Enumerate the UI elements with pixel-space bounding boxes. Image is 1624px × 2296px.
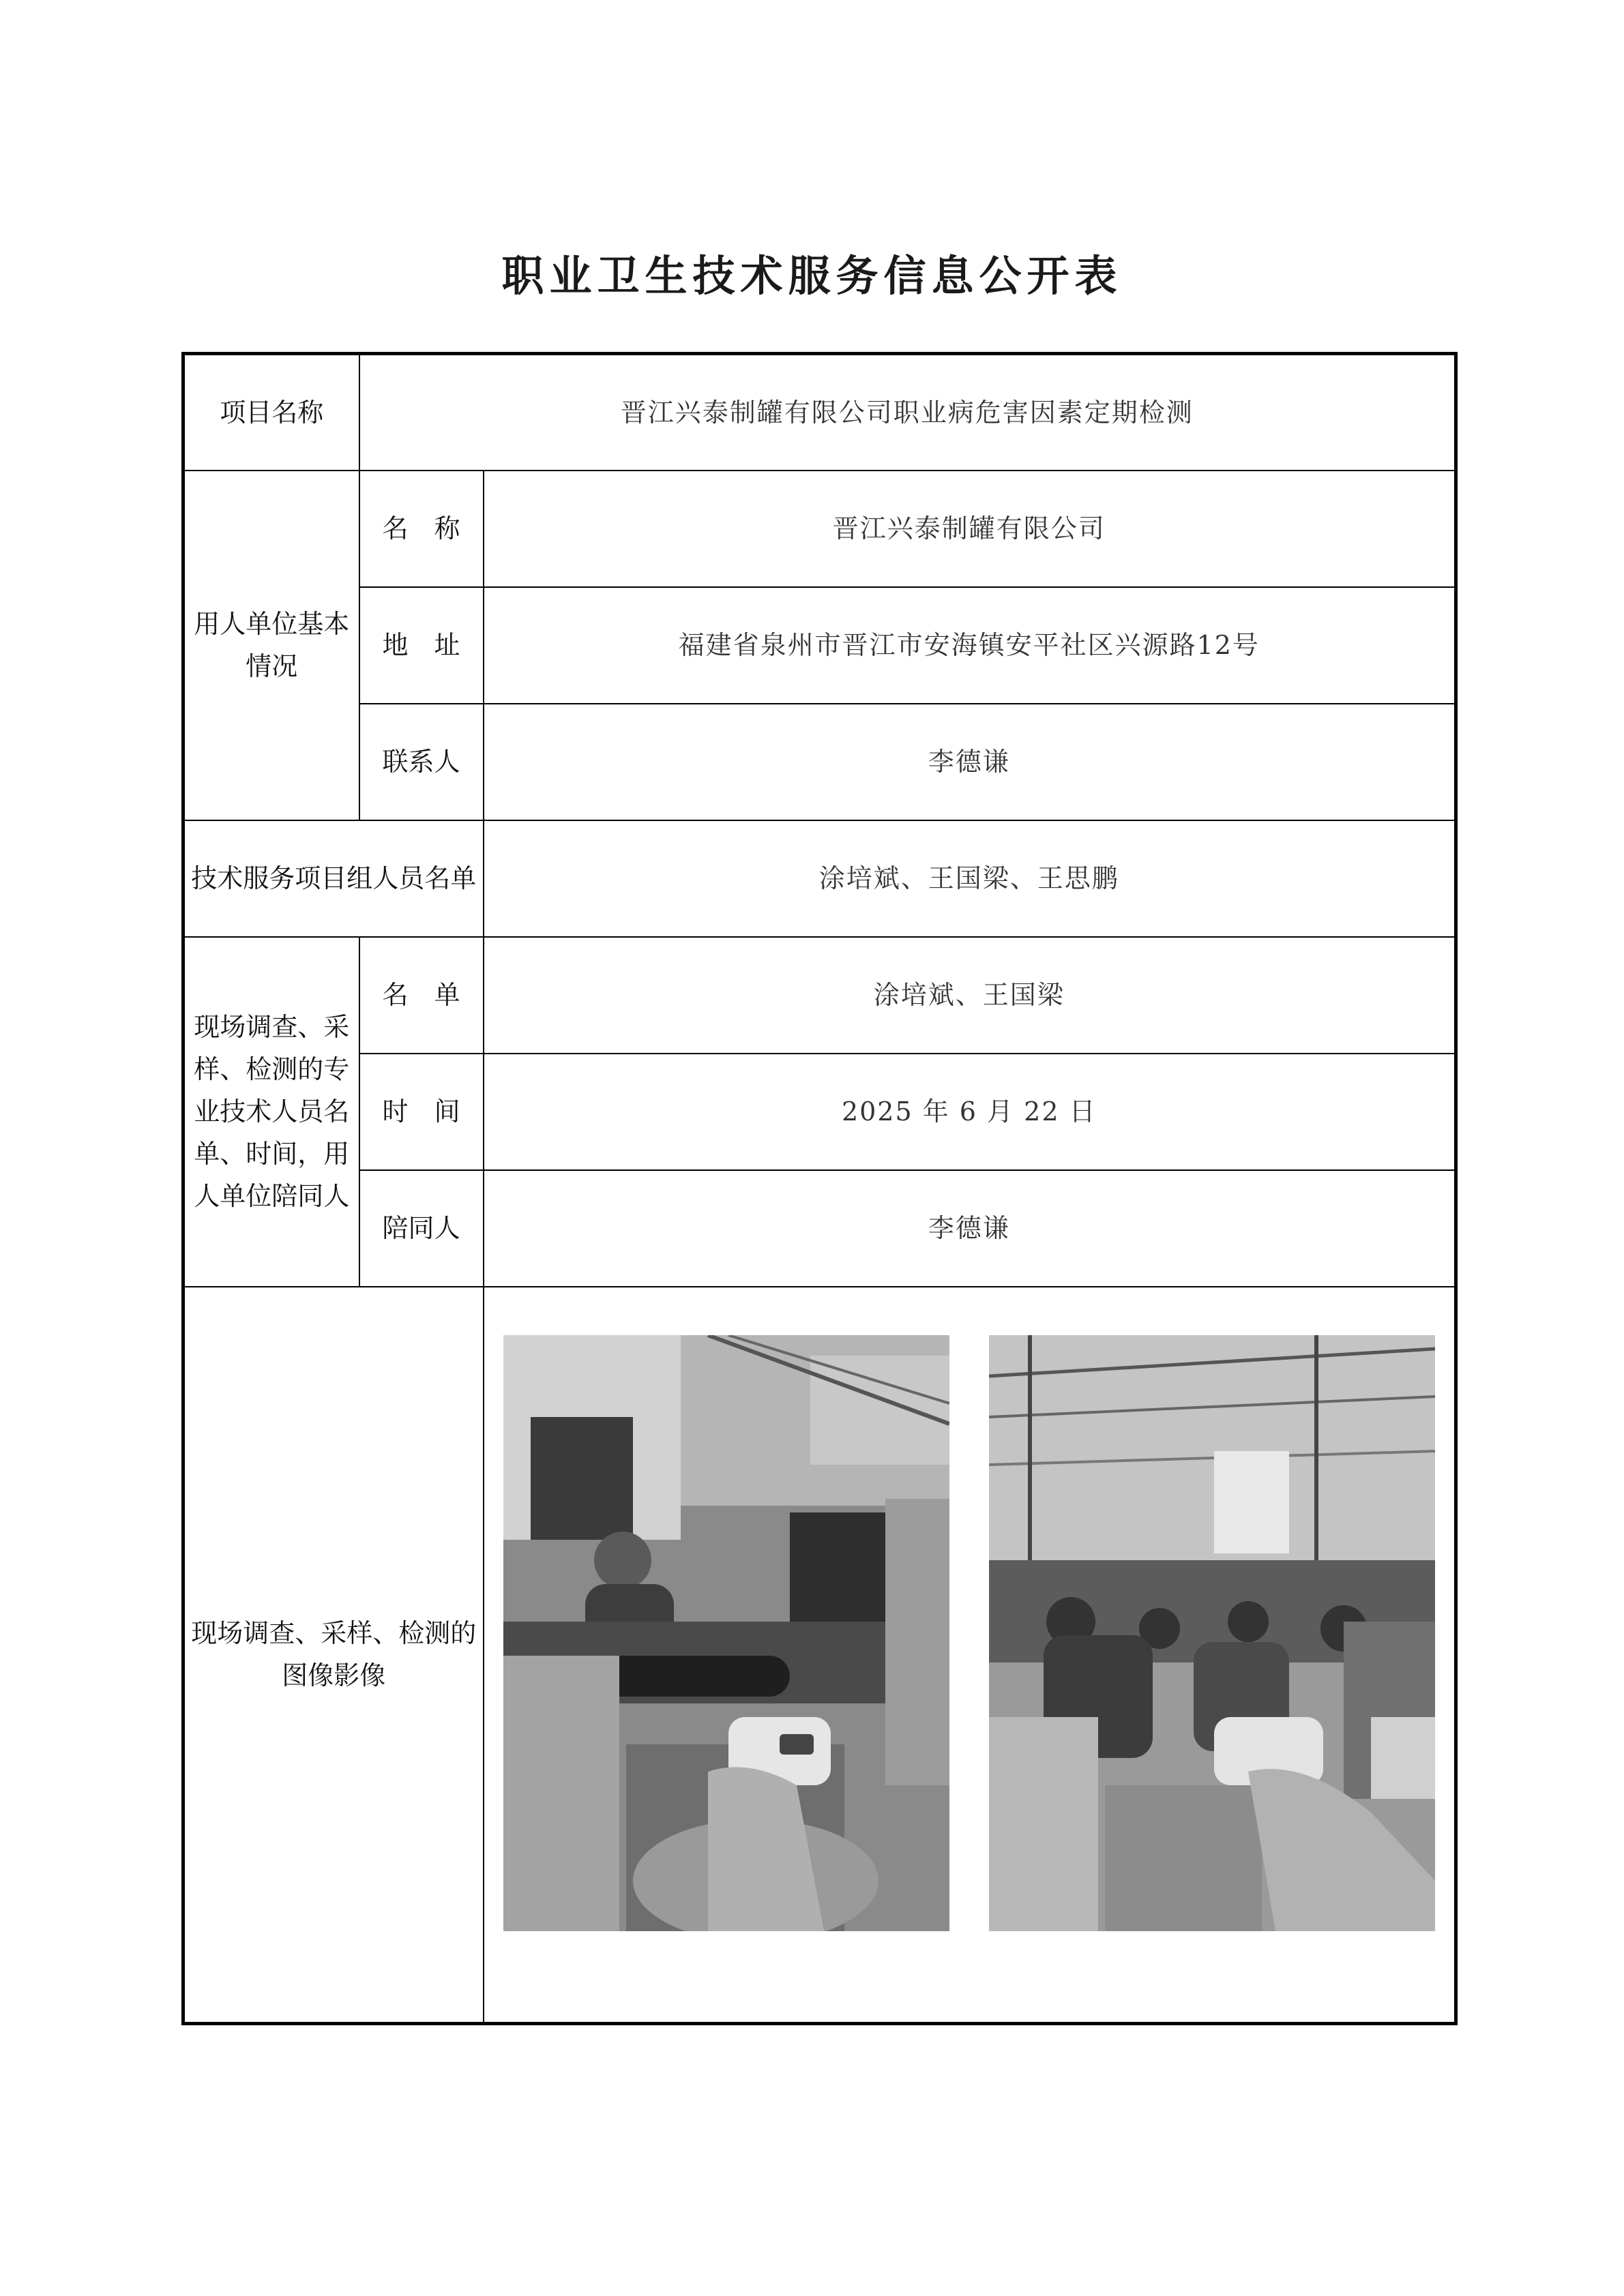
row-employer-address bbox=[183, 587, 1456, 704]
row-images bbox=[183, 1287, 1456, 2024]
site-photo-1 bbox=[503, 1335, 949, 1931]
team-label: 技术服务项目组人员名单 bbox=[183, 820, 484, 937]
survey-escort-value: 李德谦 bbox=[484, 1170, 1456, 1287]
row-employer-contact bbox=[183, 704, 1456, 820]
row-survey-time bbox=[183, 1054, 1456, 1170]
site-photo-1-image bbox=[503, 1335, 949, 1931]
employer-name-value: 晋江兴泰制罐有限公司 bbox=[484, 471, 1456, 587]
project-value: 晋江兴泰制罐有限公司职业病危害因素定期检测 bbox=[359, 354, 1456, 471]
employer-contact-label: 联系人 bbox=[359, 704, 484, 820]
survey-time-label: 时 间 bbox=[359, 1054, 484, 1170]
row-survey-escort bbox=[183, 1170, 1456, 1287]
survey-time-value: 2025 年 6 月 22 日 bbox=[484, 1054, 1456, 1170]
survey-list-value: 涂培斌、王国梁 bbox=[484, 937, 1456, 1054]
employer-address-label: 地 址 bbox=[359, 587, 484, 704]
survey-label: 现场调查、采样、检测的专业技术人员名单、时间，用人单位陪同人 bbox=[183, 937, 359, 1287]
site-photo-2-image bbox=[989, 1335, 1435, 1931]
team-value: 涂培斌、王国梁、王思鹏 bbox=[484, 820, 1456, 937]
project-label: 项目名称 bbox=[183, 354, 359, 471]
employer-contact-value: 李德谦 bbox=[484, 704, 1456, 820]
info-table bbox=[181, 352, 1458, 2025]
site-photo-2 bbox=[989, 1335, 1435, 1931]
employer-label: 用人单位基本情况 bbox=[183, 471, 359, 820]
document-title: 职业卫生技术服务信息公开表 bbox=[501, 251, 1123, 301]
survey-list-label: 名 单 bbox=[359, 937, 484, 1054]
row-employer-name bbox=[183, 471, 1456, 587]
survey-escort-label: 陪同人 bbox=[359, 1170, 484, 1287]
row-project bbox=[183, 354, 1456, 471]
images-label: 现场调查、采样、检测的图像影像 bbox=[183, 1287, 484, 2024]
photo-gallery bbox=[484, 1335, 1455, 1931]
employer-address-value: 福建省泉州市晋江市安海镇安平社区兴源路12号 bbox=[484, 587, 1456, 704]
row-survey-list bbox=[183, 937, 1456, 1054]
row-team bbox=[183, 820, 1456, 937]
images-cell bbox=[484, 1287, 1456, 2024]
employer-name-label: 名 称 bbox=[359, 471, 484, 587]
